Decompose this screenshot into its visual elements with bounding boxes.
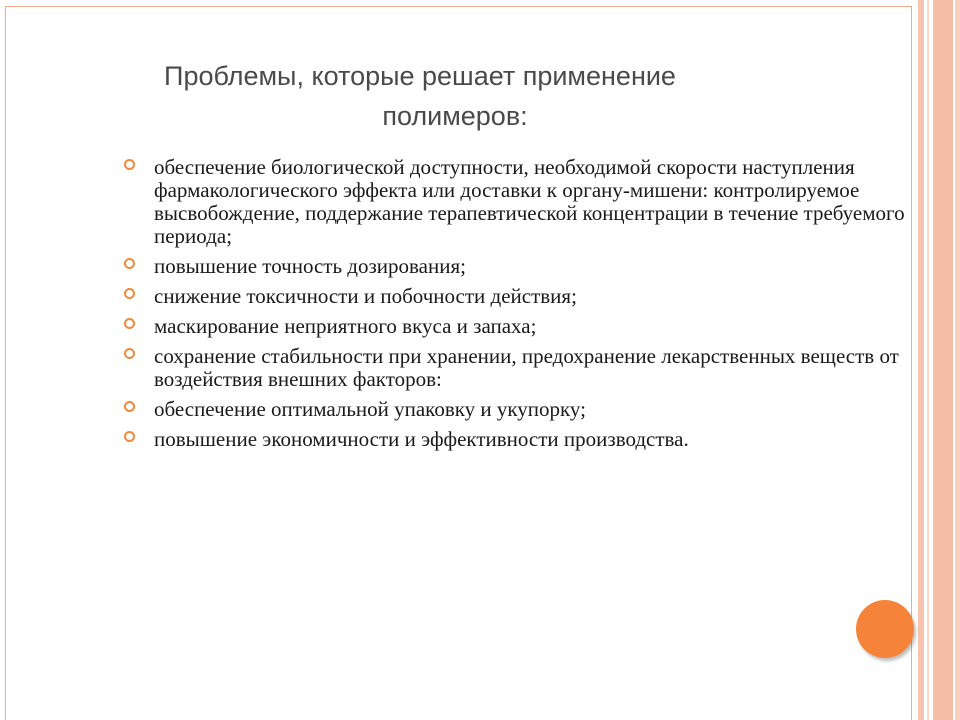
hollow-circle-icon	[124, 159, 135, 170]
bullet-text: сохранение стабильности при хранении, предохранение лекарственных веществ от воздействия внешних факторов:	[154, 344, 899, 391]
slide-title-line-2: полимеров:	[382, 101, 528, 131]
hollow-circle-icon	[124, 288, 135, 299]
bullet-text: повышение точность дозирования;	[154, 254, 466, 278]
bullet-item	[124, 428, 934, 451]
slide-title-line-1: Проблемы, которые решает применение	[164, 61, 676, 91]
bullet-text: повышение экономичности и эффективности производства.	[154, 427, 689, 451]
hollow-circle-icon	[124, 431, 135, 442]
hollow-circle-icon	[124, 258, 135, 269]
slide-title	[80, 56, 800, 136]
hollow-circle-icon	[124, 318, 135, 329]
bullet-text: обеспечение оптимальной упаковку и укупорку;	[154, 397, 586, 421]
bullet-text: снижение токсичности и побочности действия;	[154, 284, 577, 308]
bullet-item	[124, 255, 934, 278]
hollow-circle-icon	[124, 348, 135, 359]
bullet-item	[124, 345, 934, 391]
decorative-stripe	[933, 0, 953, 720]
bullet-item	[124, 285, 934, 308]
bullet-text: обеспечение биологической доступности, необходимой скорости наступления фармакологического эффекта или доставки к органу-мишени: контролируемое высвобождение, поддержание терапевтической концентрации в течение требуемого периода;	[154, 155, 905, 248]
bullet-item	[124, 156, 934, 248]
bullet-list	[124, 156, 934, 458]
hollow-circle-icon	[124, 401, 135, 412]
orange-circle-icon	[856, 600, 914, 658]
bullet-item	[124, 315, 934, 338]
decorative-stripe	[955, 0, 960, 720]
bullet-item	[124, 398, 934, 421]
bullet-text: маскирование неприятного вкуса и запаха;	[154, 314, 537, 338]
